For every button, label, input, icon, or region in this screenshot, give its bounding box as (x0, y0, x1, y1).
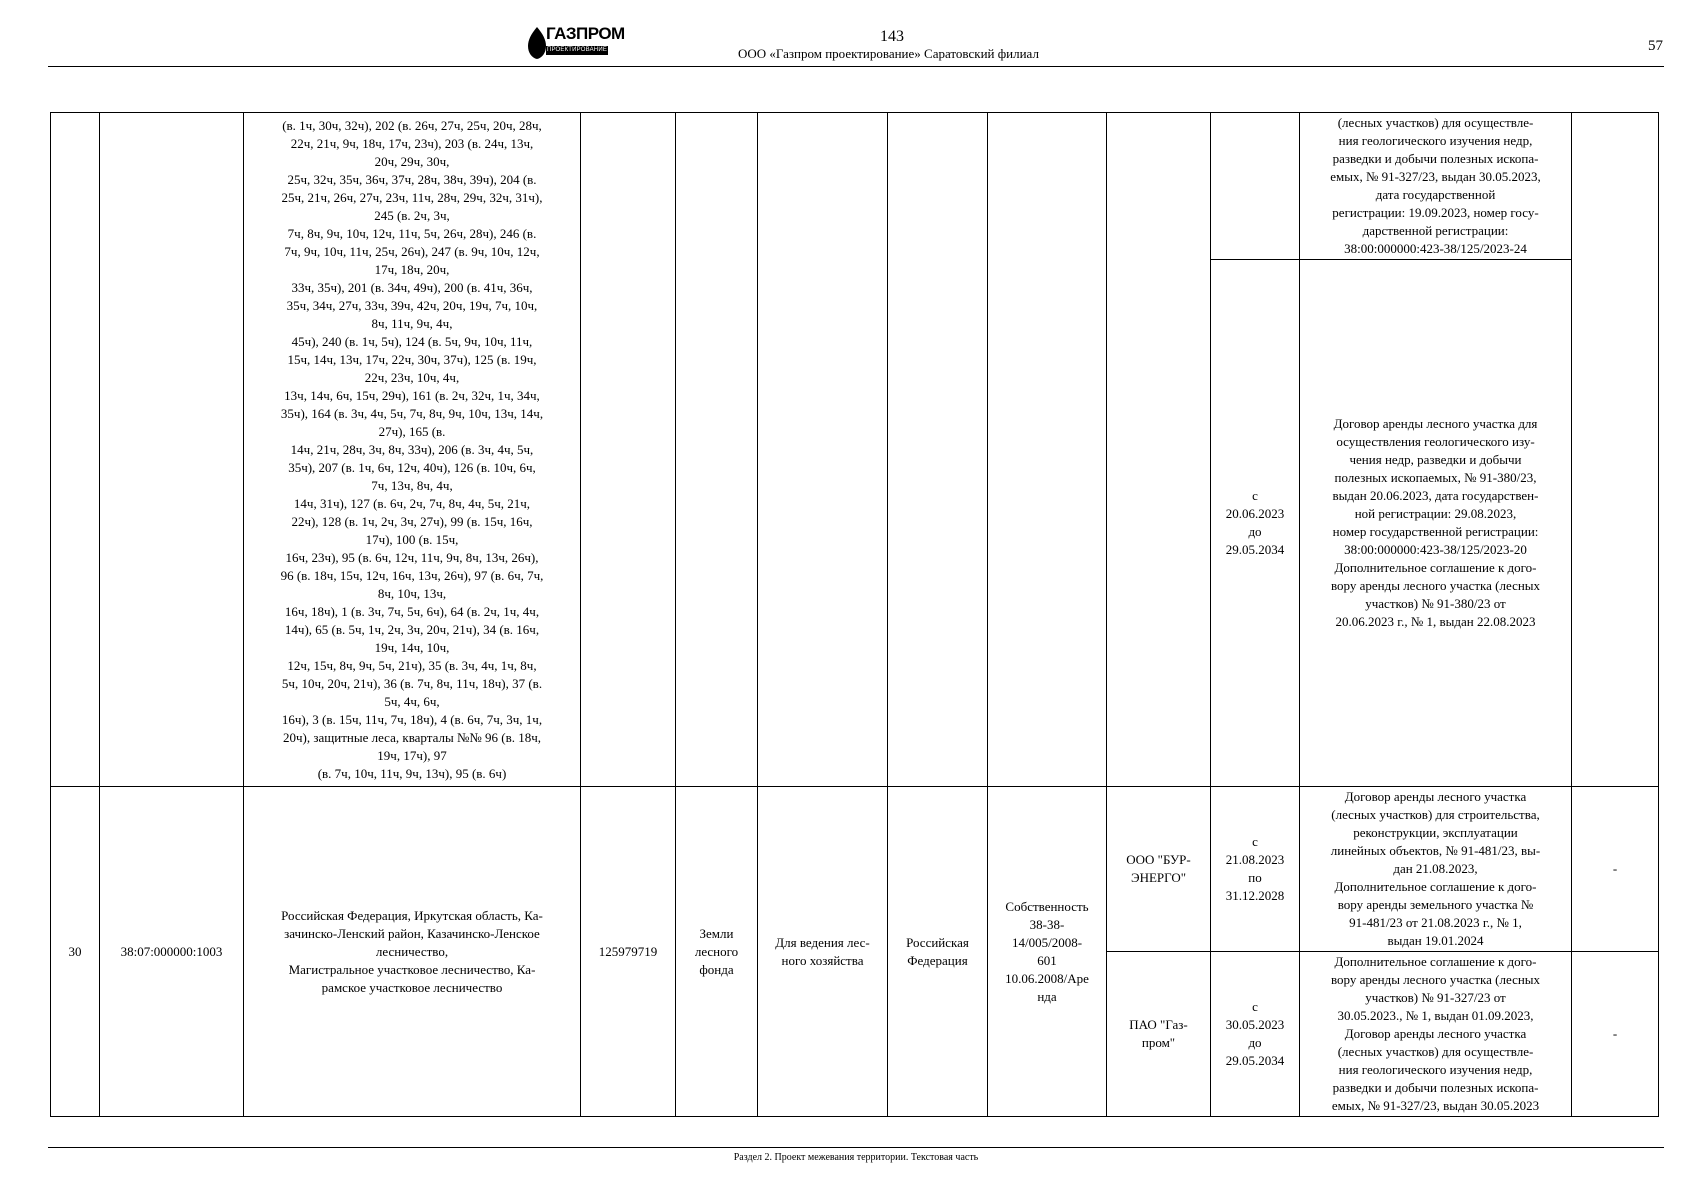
text-line: пром" (1141, 1035, 1176, 1050)
text-line: 25ч, 21ч, 26ч, 27ч, 23ч, 11ч, 28ч, 29ч, 32ч, 31ч), (281, 189, 543, 205)
text-line: Земли (699, 925, 734, 941)
text-line: 14ч, 31ч), 127 (в. 6ч, 2ч, 7ч, 8ч, 4ч, 5ч, 21ч, (293, 495, 531, 511)
cell-category-30 (676, 787, 758, 1117)
text-line: (лесных участков) для строительства, (1331, 807, 1540, 822)
text-line: 22ч, 23ч, 10ч, 4ч, (364, 369, 460, 385)
flame-icon (526, 26, 548, 60)
cell-right-30 (988, 787, 1107, 1117)
table-row-30-tenant-1 (51, 787, 1659, 952)
cell-right-cont (988, 113, 1107, 787)
period-lines-cont-2 (1215, 487, 1295, 559)
cell-doc-cont-2 (1300, 260, 1572, 787)
logo-subtext: ПРОЕКТИРОВАНИЕ (546, 47, 608, 53)
text-line: дарственной регистрации: (1362, 223, 1509, 238)
text-line: 20.06.2023 (1225, 506, 1285, 521)
text-line: 7ч, 13ч, 8ч, 4ч, (371, 477, 453, 493)
text-line: 14ч, 21ч, 28ч, 3ч, 8ч, 33ч), 206 (в. 3ч, 4ч, 5ч, (290, 441, 534, 457)
text-line: Дополнительное соглашение к дого- (1334, 879, 1537, 894)
text-line: емых, № 91-327/23, выдан 30.05.2023, (1330, 169, 1541, 184)
text-line: 25ч, 32ч, 35ч, 36ч, 37ч, 28ч, 38ч, 39ч), 204 (в. (287, 171, 537, 187)
text-line: 16ч), 3 (в. 15ч, 11ч, 7ч, 18ч), 4 (в. 6ч, 7ч, 3ч, 1ч, (281, 711, 543, 727)
text-line: 13ч, 14ч, 6ч, 15ч, 29ч), 161 (в. 2ч, 32ч, 1ч, 34ч, (284, 387, 540, 403)
text-line: 19ч, 14ч, 10ч, (374, 639, 450, 655)
doc-lines-cont-1 (1304, 114, 1567, 258)
text-line: фонда (699, 961, 734, 977)
text-line: участков) № 91-327/23 от (1365, 990, 1506, 1005)
text-line: 10.06.2008/Аре (1005, 970, 1089, 986)
text-line: лесничество, (375, 943, 449, 959)
cell-num-cont (51, 113, 100, 787)
text-line: (лесных участков) для осуществле- (1337, 115, 1534, 130)
text-line: дата государственной (1375, 187, 1496, 202)
page-header (48, 0, 1664, 67)
text-line: 29.05.2034 (1225, 542, 1285, 557)
tenant-name-30-2 (1111, 1016, 1206, 1052)
text-line: 35ч), 207 (в. 1ч, 6ч, 12ч, 40ч), 126 (в. 10ч, 6ч, (288, 459, 536, 475)
text-line: 19ч, 17ч), 97 (377, 747, 447, 763)
address-lines-cont (248, 117, 576, 783)
text-line: 245 (в. 2ч, 3ч, (374, 207, 450, 223)
cell-note-cont (1572, 113, 1659, 787)
table-row-continuation-1 (51, 113, 1659, 260)
text-line: рамское участковое лесничество (321, 979, 503, 995)
text-line: емых, № 91-327/23, выдан 30.05.2023 (1331, 1098, 1540, 1113)
text-line: выдан 19.01.2024 (1387, 933, 1484, 948)
cell-area-30: 125979719 (581, 787, 676, 1117)
cell-use-30 (758, 787, 888, 1117)
footer-text: Раздел 2. Проект межевания территории. Текстовая часть (733, 1152, 979, 1163)
text-line: Договор аренды лесного участка (1344, 789, 1527, 804)
text-line: 20.06.2023 г., № 1, выдан 22.08.2023 (1335, 614, 1536, 629)
text-line: разведки и добычи полезных ископа- (1332, 151, 1539, 166)
cell-category-cont (676, 113, 758, 787)
text-line: по (1248, 870, 1262, 885)
cell-period-cont-2 (1211, 260, 1300, 787)
text-line: 16ч, 23ч), 95 (в. 6ч, 12ч, 11ч, 9ч, 8ч, 13ч, 26ч), (285, 549, 539, 565)
text-line: Договор аренды лесного участка для (1333, 416, 1538, 431)
text-line: 20ч, 29ч, 30ч, (374, 153, 450, 169)
text-line: 17ч, 18ч, 20ч, (374, 261, 450, 277)
text-line: 5ч, 10ч, 20ч, 21ч), 36 (в. 7ч, 8ч, 11ч, 18ч), 37 (в. (281, 675, 543, 691)
use-lines-30 (762, 934, 883, 970)
text-line: (лесных участков) для осуществле- (1337, 1044, 1534, 1059)
text-line: реконструкции, эксплуатации (1353, 825, 1518, 840)
page-number: 57 (1648, 38, 1663, 54)
text-line: Для ведения лес- (775, 934, 870, 950)
doc-lines-cont-2 (1304, 415, 1567, 631)
cell-note-30-1: - (1572, 787, 1659, 952)
text-line: Федерация (907, 952, 968, 968)
text-line: 17ч), 100 (в. 15ч, (365, 531, 459, 547)
text-line: 5ч, 4ч, 6ч, (384, 693, 440, 709)
text-line: 14/005/2008- (1011, 934, 1083, 950)
text-line: ной регистрации: 29.08.2023, (1354, 506, 1517, 521)
period-lines-30-1 (1215, 833, 1295, 905)
page-footer (48, 1147, 1664, 1163)
text-line: 45ч), 240 (в. 1ч, 5ч), 124 (в. 5ч, 9ч, 10ч, 11ч, (291, 333, 533, 349)
text-line: 21.08.2023 (1225, 852, 1285, 867)
cell-period-cont-1 (1211, 113, 1300, 260)
tenant-name-30-1 (1111, 851, 1206, 887)
text-line: нда (1037, 988, 1057, 1004)
text-line: вору аренды лесного участка (лесных (1330, 972, 1541, 987)
cell-owner-cont (888, 113, 988, 787)
cell-owner-30 (888, 787, 988, 1117)
cell-address-cont (244, 113, 581, 787)
cell-area-cont (581, 113, 676, 787)
document-number: 143 (880, 28, 904, 45)
text-line: 8ч, 11ч, 9ч, 4ч, (371, 315, 453, 331)
text-line: с (1252, 488, 1258, 503)
cell-num-30: 30 (51, 787, 100, 1117)
cell-tenant-30-2 (1107, 952, 1211, 1117)
text-line: 35ч, 34ч, 27ч, 33ч, 39ч, 42ч, 20ч, 19ч, 7ч, 10ч, (286, 297, 538, 313)
text-line: участков) № 91-380/23 от (1365, 596, 1506, 611)
text-line: до (1248, 1035, 1262, 1050)
cell-tenant-30-1 (1107, 787, 1211, 952)
text-line: 15ч, 14ч, 13ч, 17ч, 22ч, 30ч, 37ч), 125 (в. 19ч, (287, 351, 537, 367)
text-line: вору аренды лесного участка (лесных (1330, 578, 1541, 593)
text-line: Российская (906, 934, 969, 950)
text-line: чения недр, разведки и добычи (1349, 452, 1522, 467)
text-line: 35ч), 164 (в. 3ч, 4ч, 5ч, 7ч, 8ч, 9ч, 10ч, 13ч, 14ч, (280, 405, 544, 421)
text-line: 22ч, 21ч, 9ч, 18ч, 17ч, 23ч), 203 (в. 24ч, 13ч, (290, 135, 534, 151)
text-line: 601 (1037, 952, 1057, 968)
text-line: 38-38- (1029, 916, 1065, 932)
text-line: 16ч, 18ч), 1 (в. 3ч, 7ч, 5ч, 6ч), 64 (в. 2ч, 1ч, 4ч, (284, 603, 540, 619)
text-line: регистрации: 19.09.2023, номер госу- (1332, 205, 1539, 220)
gazprom-logo (526, 24, 625, 62)
organization-name: ООО «Газпром проектирование» Саратовский филиал (738, 46, 1039, 61)
text-line: ПАО "Газ- (1129, 1017, 1188, 1032)
text-line: Собственность (1005, 898, 1089, 914)
cell-period-30-2 (1211, 952, 1300, 1117)
cell-note-30-2: - (1572, 952, 1659, 1117)
owner-lines-30 (892, 934, 983, 970)
text-line: ного хозяйства (781, 952, 864, 968)
cell-doc-cont-1 (1300, 113, 1572, 260)
cell-doc-30-2 (1300, 952, 1572, 1117)
doc-lines-30-1 (1304, 788, 1567, 950)
text-line: ния геологического изучения недр, (1338, 133, 1533, 148)
text-line: 12ч, 15ч, 8ч, 9ч, 5ч, 21ч), 35 (в. 3ч, 4ч, 1ч, 8ч, (287, 657, 537, 673)
text-line: Российская Федерация, Иркутская область, Ка- (281, 907, 543, 923)
text-line: с (1252, 834, 1258, 849)
text-line: полезных ископаемых, № 91-380/23, (1334, 470, 1537, 485)
text-line: 27ч), 165 (в. (378, 423, 446, 439)
text-line: 30.05.2023 (1225, 1017, 1285, 1032)
text-line: 33ч, 35ч), 201 (в. 34ч, 49ч), 200 (в. 41ч, 36ч, (291, 279, 533, 295)
text-line: 29.05.2034 (1225, 1053, 1285, 1068)
text-line: выдан 20.06.2023, дата государствен- (1332, 488, 1539, 503)
text-line: 30.05.2023., № 1, выдан 01.09.2023, (1337, 1008, 1534, 1023)
cell-doc-30-1 (1300, 787, 1572, 952)
doc-lines-30-2 (1304, 953, 1567, 1115)
text-line: 38:00:000000:423-38/125/2023-24 (1344, 241, 1527, 256)
right-lines-30 (992, 898, 1102, 1006)
text-line: дан 21.08.2023, (1393, 861, 1478, 876)
text-line: ООО "БУР- (1126, 852, 1191, 867)
text-line: Договор аренды лесного участка (1344, 1026, 1527, 1041)
text-line: до (1248, 524, 1262, 539)
text-line: с (1252, 999, 1258, 1014)
text-line: 96 (в. 18ч, 15ч, 12ч, 16ч, 13ч, 26ч), 97 (в. 6ч, 7ч, (280, 567, 544, 583)
cell-cadastral-cont (100, 113, 244, 787)
text-line: Магистральное участковое лесничество, Ка- (288, 961, 536, 977)
cell-cadastral-30: 38:07:000000:1003 (100, 787, 244, 1117)
land-plots-table (50, 112, 1659, 1117)
text-line: 31.12.2028 (1225, 888, 1285, 903)
text-line: 7ч, 8ч, 9ч, 10ч, 12ч, 11ч, 5ч, 26ч, 28ч), 246 (в. (287, 225, 537, 241)
text-line: 14ч), 65 (в. 5ч, 1ч, 2ч, 3ч, 20ч, 21ч), 34 (в. 16ч, (284, 621, 540, 637)
text-line: 7ч, 9ч, 10ч, 11ч, 25ч, 26ч), 247 (в. 9ч, 10ч, 12ч, (284, 243, 540, 259)
cell-tenant-cont (1107, 113, 1211, 787)
text-line: 20ч), защитные леса, кварталы №№ 96 (в. 18ч, (282, 729, 542, 745)
address-lines-30 (248, 907, 576, 997)
text-line: лесного (694, 943, 739, 959)
text-line: 91-481/23 от 21.08.2023 г., № 1, (1349, 915, 1522, 930)
text-line: (в. 7ч, 10ч, 11ч, 9ч, 13ч), 95 (в. 6ч) (317, 765, 507, 781)
text-line: вору аренды земельного участка № (1337, 897, 1534, 912)
cell-period-30-1 (1211, 787, 1300, 952)
text-line: ния геологического изучения недр, (1338, 1062, 1533, 1077)
text-line: осуществления геологического изу- (1336, 434, 1535, 449)
text-line: зачинско-Ленский район, Казачинско-Ленское (284, 925, 540, 941)
text-line: ЭНЕРГО" (1130, 870, 1187, 885)
text-line: Дополнительное соглашение к дого- (1334, 560, 1537, 575)
text-line: 8ч, 10ч, 13ч, (377, 585, 447, 601)
text-line: разведки и добычи полезных ископа- (1332, 1080, 1539, 1095)
cell-use-cont (758, 113, 888, 787)
cell-address-30 (244, 787, 581, 1117)
period-lines-30-2 (1215, 998, 1295, 1070)
text-line: Дополнительное соглашение к дого- (1334, 954, 1537, 969)
logo-text: ГАЗПРОМ (546, 24, 625, 43)
text-line: линейных объектов, № 91-481/23, вы- (1330, 843, 1541, 858)
text-line: номер государственной регистрации: (1332, 524, 1539, 539)
text-line: 22ч), 128 (в. 1ч, 2ч, 3ч, 27ч), 99 (в. 15ч, 16ч, (291, 513, 533, 529)
category-lines-30 (680, 925, 753, 979)
text-line: (в. 1ч, 30ч, 32ч), 202 (в. 26ч, 27ч, 25ч, 20ч, 28ч, (282, 117, 542, 133)
text-line: 38:00:000000:423-38/125/2023-20 (1344, 542, 1527, 557)
